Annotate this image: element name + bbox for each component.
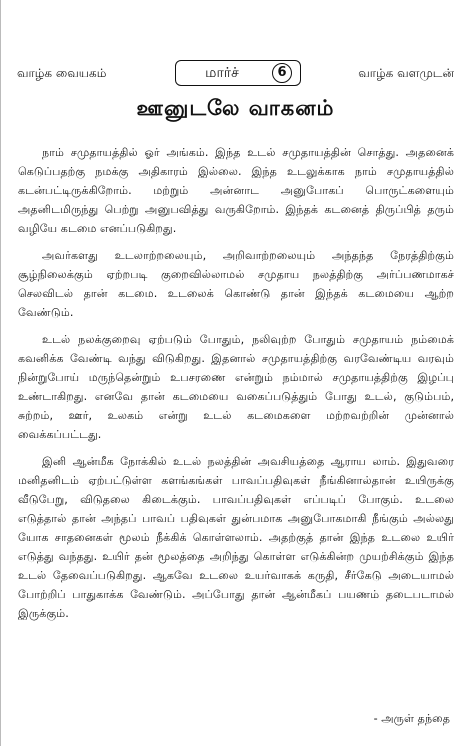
date-month: மார்ச் — [205, 65, 239, 81]
article-body — [18, 143, 454, 623]
paragraph-2: அவர்களது உடலாற்றலையும், அறிவாற்றலையும் அந்தந்த நேரத்திற்கும் சூழ்நிலைக்கும் ஏற்றபடி குறைவில்லாமல் சமுதாய நலத்திற்கு அர்ப்பணமாகச் செலவிடல் தான் கடமை. உடலைக் கொண்டு தான் இந்தக் கடமையை ஆற்ற வேண்டும். — [18, 249, 454, 319]
header-left-text: வாழ்க வையகம் — [17, 66, 107, 80]
paragraph-3: உடல் நலக்குறைவு ஏற்படும் போதும், நலிவுற்ற போதும் சமுதாயம் நம்மைக் கவனிக்க வேண்டி வந்து விடுகிறது. இதனால் சமுதாயத்திற்கு வரவேண்டிய வரவும் நின்றுபோய் மருந்தென்றும் உபசரணை என்றும் நம்மால் சமுதாயத்திற்கு இழப்பு உண்டாகிறது. எனவே தான் கடமையை வகைப்படுத்தும் போது உடல், குடும்பம், சுற்றம், ஊர், உலகம் என்று உடல் கடமைகளை மற்றவற்றின் முன்னால் வைக்கப்பட்டது. — [18, 333, 454, 441]
paragraph-4: இனி ஆன்மீக நோக்கில் உடல் நலத்தின் அவசியத்தை ஆராய லாம். இதுவரை மனிதனிடம் ஏற்பட்டுள்ள களங்கங்கள் பாவப்பதிவுகள் நீங்கினால்தான் உயிருக்கு வீடுபேறு, விடுதலை கிடைக்கும். பாவப்பதிவுகள் எப்படிப் போகும். உடலை எடுத்தால் தான் அந்தப் பாவப் பதிவுகள் துன்பமாக அனுபோகமாகி நீங்கும் அல்லது யோக சாதனைகள் மூலம் நீக்கிக் கொள்ளலாம். அதற்குத் தான் இந்த உடலை உயிர் எடுத்து வந்தது. உயிர் தன் மூலத்தை அறிந்து கொள்ள எடுக்கின்ற முயற்சிக்கும் இந்த உடல் தேவைப்படுகிறது. ஆகவே உடலை உயர்வாகக் கருதி, சீர்கேடு அடையாமல் போற்றிப் பாதுகாக்க வேண்டும். அப்போது தான் ஆன்மீகப் பயணம் தடைபடாமல் இருக்கும். — [18, 455, 454, 620]
paragraph-1: நாம் சமுதாயத்தில் ஓர் அங்கம். இந்த உடல் சமுதாயத்தின் சொத்து. அதனைக் கெடுப்பதற்கு நமக்கு அதிகாரம் இல்லை. இந்த உடலுக்காக நாம் சமுதாயத்தில் கடன்பட்டிருக்கிறோம். மற்றும் அன்னாட அனுபோகப் பொருட்களையும் அதனிடமிருந்து பெற்று அனுபவித்து வருகிறோம். இந்தக் கடனைத் திருப்பித் தரும் வழியே கடமை எனப்படுகிறது. — [18, 146, 454, 235]
date-day-circle: 6 — [272, 63, 292, 83]
signature: - அருள் தந்தை — [373, 712, 450, 725]
page-title: ஊனுடலே வாகனம் — [136, 96, 335, 120]
page-header — [17, 60, 454, 90]
header-right-text: வாழ்க வளமுடன் — [358, 66, 454, 80]
date-box — [175, 60, 301, 86]
